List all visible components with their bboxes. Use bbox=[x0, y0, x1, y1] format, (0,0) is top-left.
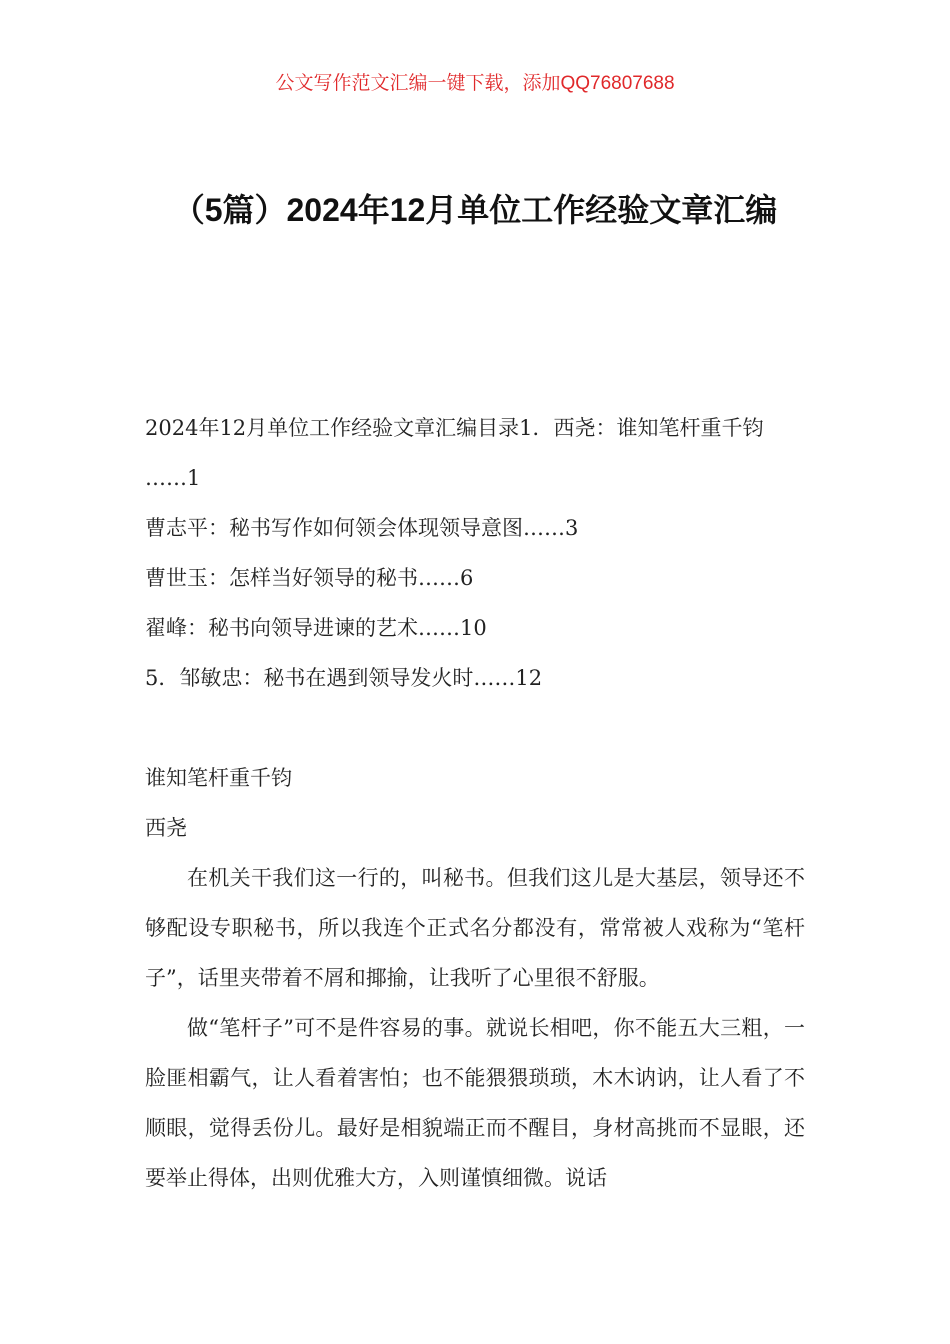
article-author: 西尧 bbox=[145, 816, 187, 840]
toc-item: 曹志平：秘书写作如何领会体现领导意图……3 bbox=[145, 516, 579, 540]
article-paragraph: 做“笔杆子”可不是件容易的事。就说长相吧，你不能五大三粗，一脸匪相霸气，让人看着害怕；也不能猥猥琐琐，木木讷讷，让人看了不顺眼，觉得丢份儿。最好是相貌端正而不醒目，身材高挑而不显眼，还要举止得体，出则优雅大方，入则谨慎细微。说话 bbox=[145, 1016, 805, 1190]
toc-item: 5．邹敏忠：秘书在遇到领导发火时……12 bbox=[145, 666, 543, 690]
toc-intro: 2024年12月单位工作经验文章汇编目录1．西尧：谁知笔杆重千钧 bbox=[145, 416, 764, 440]
document-title: （5篇）2024年12月单位工作经验文章汇编 bbox=[172, 192, 778, 228]
article-title: 谁知笔杆重千钧 bbox=[145, 766, 292, 790]
spacer bbox=[145, 703, 805, 753]
watermark-header: 公文写作范文汇编一键下载，添加QQ76807688 bbox=[275, 73, 675, 94]
toc-item: 翟峰：秘书向领导进谏的艺术……10 bbox=[145, 616, 487, 640]
article-paragraph: 在机关干我们这一行的，叫秘书。但我们这儿是大基层，领导还不够配设专职秘书，所以我连个正式名分都没有，常常被人戏称为“笔杆子”，话里夹带着不屑和揶揄，让我听了心里很不舒服。 bbox=[145, 866, 805, 990]
toc-item: 曹世玉：怎样当好领导的秘书……6 bbox=[145, 566, 474, 590]
toc-intro-page: ……1 bbox=[145, 466, 201, 490]
document-body bbox=[145, 403, 805, 1203]
